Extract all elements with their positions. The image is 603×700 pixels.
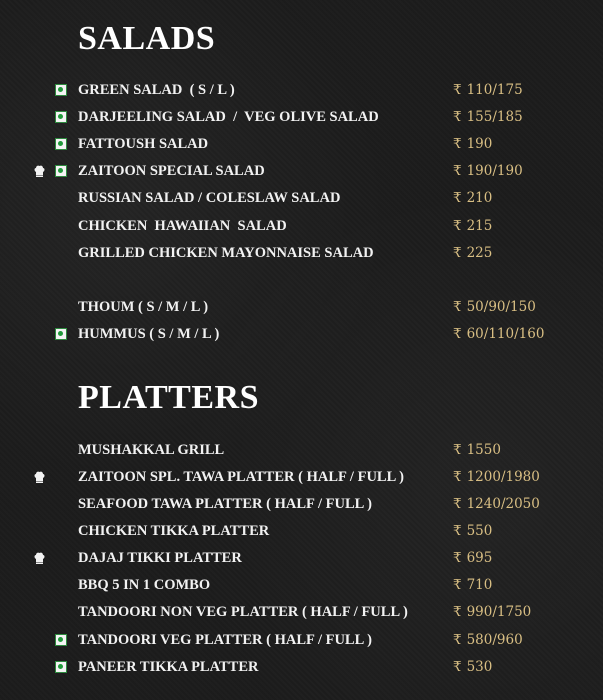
- section-title-salads: SALADS: [78, 20, 216, 57]
- item-price: [453, 215, 492, 237]
- item-price: [453, 106, 523, 128]
- item-name: SEAFOOD TAWA PLATTER ( HALF / FULL ): [78, 496, 372, 512]
- rupee-icon: ₹: [453, 496, 462, 512]
- price-value: 550: [466, 523, 493, 539]
- item-price: [453, 439, 501, 461]
- rupee-icon: ₹: [453, 523, 462, 539]
- rupee-icon: ₹: [453, 326, 462, 342]
- rupee-icon: ₹: [453, 577, 462, 593]
- veg-icon: [55, 165, 67, 177]
- rupee-icon: ₹: [453, 659, 462, 675]
- chef-special-icon: [34, 471, 45, 483]
- price-value: 50/90/150: [466, 299, 536, 315]
- menu-item: [0, 547, 603, 569]
- item-name: TANDOORI VEG PLATTER ( HALF / FULL ): [78, 632, 372, 648]
- price-value: 155/185: [466, 109, 523, 125]
- menu-item: [0, 242, 603, 264]
- item-price: [453, 79, 523, 101]
- rupee-icon: ₹: [453, 218, 462, 234]
- item-name: THOUM ( S / M / L ): [78, 299, 209, 315]
- item-price: [453, 133, 492, 155]
- menu-item: [0, 520, 603, 542]
- menu-item: [0, 493, 603, 515]
- menu-item: [0, 466, 603, 488]
- item-price: [453, 574, 492, 596]
- item-name: CHICKEN TIKKA PLATTER: [78, 523, 270, 539]
- price-value: 225: [466, 245, 493, 261]
- item-price: [453, 323, 544, 345]
- rupee-icon: ₹: [453, 632, 462, 648]
- menu-item: [0, 133, 603, 155]
- menu-item: [0, 215, 603, 237]
- price-value: 990/1750: [466, 604, 532, 620]
- menu-item: [0, 629, 603, 651]
- veg-icon: [55, 84, 67, 96]
- item-price: [453, 187, 492, 209]
- rupee-icon: ₹: [453, 469, 462, 485]
- item-name: PANEER TIKKA PLATTER: [78, 659, 259, 675]
- item-name: HUMMUS ( S / M / L ): [78, 326, 220, 342]
- price-value: 190: [466, 136, 493, 152]
- menu-item: [0, 187, 603, 209]
- rupee-icon: ₹: [453, 442, 462, 458]
- menu-item: [0, 656, 603, 678]
- chef-special-icon: [34, 552, 45, 564]
- rupee-icon: ₹: [453, 109, 462, 125]
- price-value: 110/175: [466, 82, 523, 98]
- price-value: 710: [466, 577, 493, 593]
- price-value: 215: [466, 218, 493, 234]
- item-price: [453, 601, 531, 623]
- price-value: 210: [466, 190, 493, 206]
- rupee-icon: ₹: [453, 136, 462, 152]
- rupee-icon: ₹: [453, 190, 462, 206]
- menu-item: [0, 574, 603, 596]
- rupee-icon: ₹: [453, 604, 462, 620]
- price-value: 695: [466, 550, 493, 566]
- price-value: 60/110/160: [466, 326, 545, 342]
- price-value: 1550: [466, 442, 501, 458]
- item-name: DARJEELING SALAD / VEG OLIVE SALAD: [78, 109, 379, 125]
- item-price: [453, 520, 492, 542]
- item-price: [453, 547, 492, 569]
- menu-item: [0, 601, 603, 623]
- menu-item: [0, 106, 603, 128]
- menu-item: [0, 439, 603, 461]
- rupee-icon: ₹: [453, 163, 462, 179]
- section-title-platters: PLATTERS: [78, 379, 259, 416]
- price-value: 190/190: [466, 163, 523, 179]
- item-name: FATTOUSH SALAD: [78, 136, 209, 152]
- item-name: GRILLED CHICKEN MAYONNAISE SALAD: [78, 245, 374, 261]
- menu-item: [0, 79, 603, 101]
- item-name: ZAITOON SPL. TAWA PLATTER ( HALF / FULL ): [78, 469, 404, 485]
- item-name: TANDOORI NON VEG PLATTER ( HALF / FULL ): [78, 604, 408, 620]
- item-name: GREEN SALAD ( S / L ): [78, 82, 235, 98]
- item-price: [453, 656, 492, 678]
- rupee-icon: ₹: [453, 299, 462, 315]
- menu-item: [0, 160, 603, 182]
- veg-icon: [55, 138, 67, 150]
- item-price: [453, 629, 523, 651]
- veg-icon: [55, 634, 67, 646]
- item-name: MUSHAKKAL GRILL: [78, 442, 225, 458]
- price-value: 530: [466, 659, 493, 675]
- chef-special-icon: [34, 165, 45, 177]
- item-name: CHICKEN HAWAIIAN SALAD: [78, 218, 287, 234]
- item-price: [453, 160, 523, 182]
- item-name: RUSSIAN SALAD / COLESLAW SALAD: [78, 190, 341, 206]
- menu-item: [0, 296, 603, 318]
- item-price: [453, 493, 540, 515]
- price-value: 1240/2050: [466, 496, 540, 512]
- item-name: ZAITOON SPECIAL SALAD: [78, 163, 265, 179]
- menu-item: [0, 323, 603, 345]
- price-value: 580/960: [466, 632, 523, 648]
- item-price: [453, 296, 536, 318]
- item-name: BBQ 5 IN 1 COMBO: [78, 577, 211, 593]
- veg-icon: [55, 661, 67, 673]
- veg-icon: [55, 328, 67, 340]
- item-price: [453, 242, 492, 264]
- item-name: DAJAJ TIKKI PLATTER: [78, 550, 242, 566]
- veg-icon: [55, 111, 67, 123]
- rupee-icon: ₹: [453, 82, 462, 98]
- rupee-icon: ₹: [453, 550, 462, 566]
- rupee-icon: ₹: [453, 245, 462, 261]
- price-value: 1200/1980: [466, 469, 540, 485]
- item-price: [453, 466, 540, 488]
